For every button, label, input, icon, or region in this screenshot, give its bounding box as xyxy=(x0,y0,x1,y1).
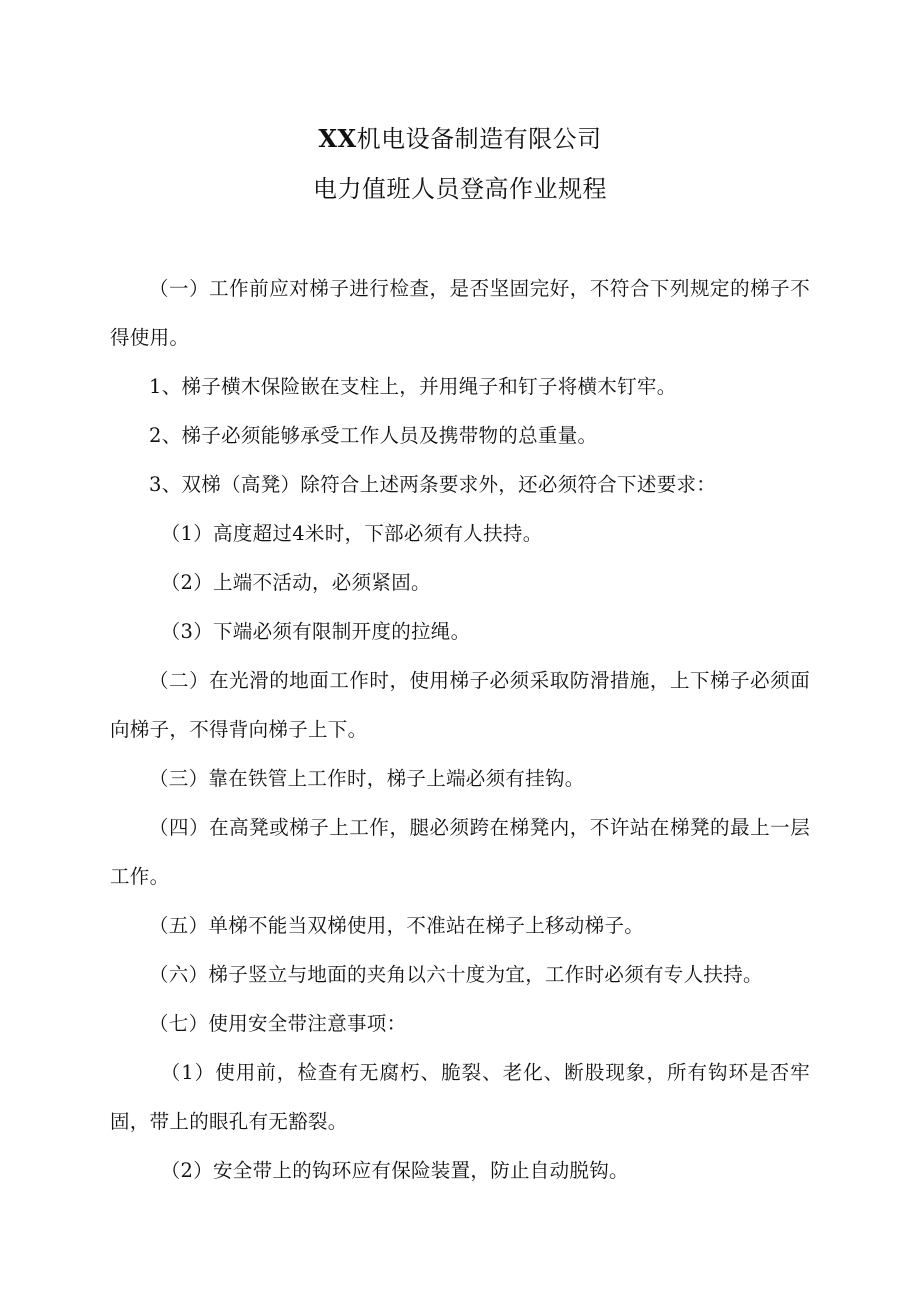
paragraph-subitem-3: （3）下端必须有限制开度的拉绳。 xyxy=(160,620,471,643)
company-title-rest: 机电设备制造有限公司 xyxy=(356,125,602,153)
company-title xyxy=(0,123,920,155)
paragraph-section-1: （一）工作前应对梯子进行检查，是否坚固完好，不符合下列规定的梯子不得使用。 xyxy=(110,277,810,349)
paragraph-item-2: 2、梯子必须能够承受工作人员及携带物的总重量。 xyxy=(149,424,598,447)
paragraph-section-7: （七）使用安全带注意事项： xyxy=(149,1012,407,1035)
paragraph-subitem-4: （1）使用前，检查有无腐朽、脆裂、老化、断股现象，所有钩环是否牢固，带上的眼孔有无豁裂。 xyxy=(110,1061,810,1133)
document-title: 电力值班人员登高作业规程 xyxy=(313,175,607,203)
paragraph-subitem-1: （1）高度超过4米时，下部必须有人扶持。 xyxy=(160,522,543,545)
paragraph-subitem-2: （2）上端不活动，必须紧固。 xyxy=(160,571,431,594)
paragraph-section-2: （二）在光滑的地面工作时，使用梯子必须采取防滑措施，上下梯子必须面向梯子，不得背向梯子上下。 xyxy=(110,669,810,741)
paragraph-section-3: （三）靠在铁管上工作时，梯子上端必须有挂钩。 xyxy=(149,767,585,790)
paragraph-item-1: 1、梯子横木保险嵌在支柱上，并用绳子和钉子将横木钉牢。 xyxy=(149,375,677,398)
paragraph-section-5: （五）单梯不能当双梯使用，不准站在梯子上移动梯子。 xyxy=(149,914,645,937)
company-title-latin: XX xyxy=(318,124,357,153)
paragraph-section-6: （六）梯子竖立与地面的夹角以六十度为宜，工作时必须有专人扶持。 xyxy=(149,963,763,986)
document-body xyxy=(110,264,810,1195)
paragraph-subitem-5: （2）安全带上的钩环应有保险装置，防止自动脱钩。 xyxy=(160,1159,629,1182)
paragraph-section-4: （四）在高凳或梯子上工作，腿必须跨在梯凳内，不许站在梯凳的最上一层工作。 xyxy=(110,816,810,888)
paragraph-item-3: 3、双梯（高凳）除符合上述两条要求外，还必须符合下述要求： xyxy=(149,473,717,496)
